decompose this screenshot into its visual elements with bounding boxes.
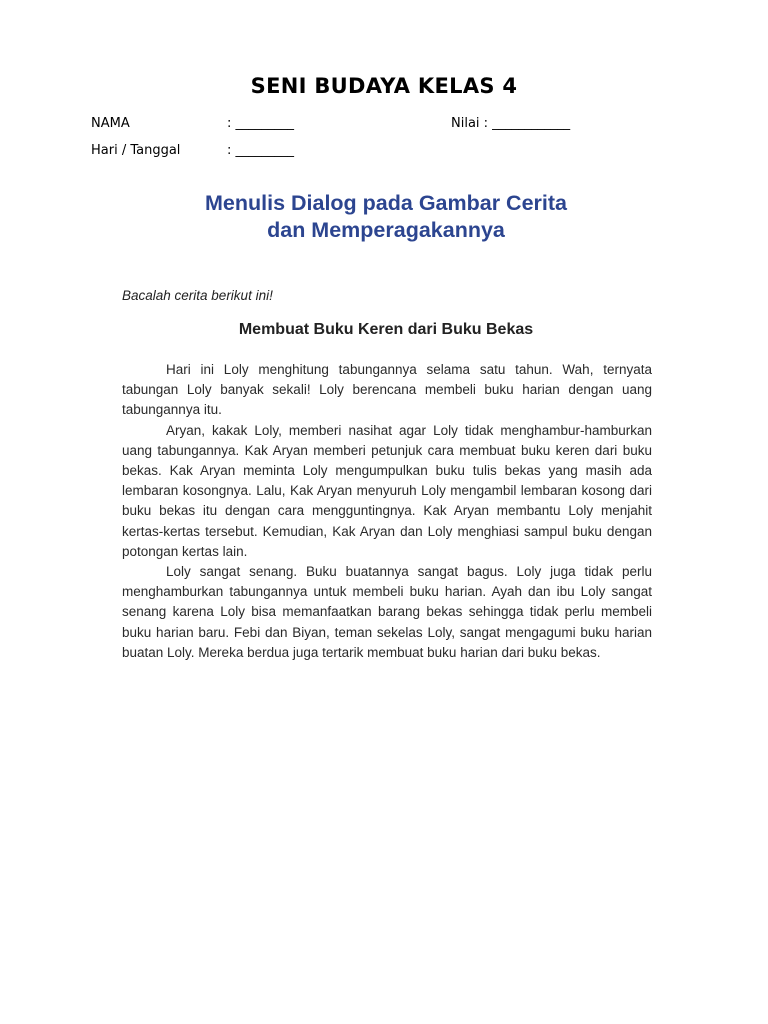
subject-title-line-2: dan Memperagakannya — [267, 218, 505, 242]
date-label: Hari / Tanggal — [91, 143, 181, 158]
name-blank: : _________ — [227, 116, 295, 131]
reading-instruction: Bacalah cerita berikut ini! — [122, 288, 273, 303]
subject-title — [0, 190, 768, 244]
page-title: SENI BUDAYA KELAS 4 — [250, 74, 518, 98]
story-paragraph-3: Loly sangat senang. Buku buatannya sangat bagus. Loly juga tidak perlu menghamburkan tabungannya untuk membeli buku harian. Ayah dan ibu Loly sangat senang karena Loly bisa memanfaatkan barang bekas sehingga tidak perlu membeli buku harian baru. Febi dan Biyan, teman sekelas Loly, sangat mengagumi buku harian buatan Loly. Mereka berdua juga tertarik membuat buku harian dari buku bekas. — [122, 564, 652, 660]
story-title: Membuat Buku Keren dari Buku Bekas — [238, 321, 534, 338]
story-body — [122, 360, 652, 663]
story-paragraph-1: Hari ini Loly menghitung tabungannya selama satu tahun. Wah, ternyata tabungan Loly banyak sekali! Loly berencana membeli buku harian dengan uang tabungannya itu. — [122, 362, 652, 418]
score-label: Nilai : ____________ — [451, 116, 571, 131]
date-blank: : _________ — [227, 143, 295, 158]
subject-title-line-1: Menulis Dialog pada Gambar Cerita — [204, 191, 567, 215]
name-label: NAMA — [91, 116, 130, 131]
story-paragraph-2: Aryan, kakak Loly, memberi nasihat agar Loly tidak menghambur-hamburkan uang tabungannya. Kak Aryan memberi petunjuk cara membuat buku keren dari buku bekas. Kak Aryan meminta Loly mengumpulkan buku tulis bekas yang masih ada lembaran kosongnya. Lalu, Kak Aryan menyuruh Loly mengambil lembaran kosong dari buku bekas itu dengan cara mengguntingnya. Kak Aryan membantu Loly menjahit kertas-kertas tersebut. Kemudian, Kak Aryan dan Loly menghiasi sampul buku dengan potongan kertas lain. — [122, 422, 652, 559]
